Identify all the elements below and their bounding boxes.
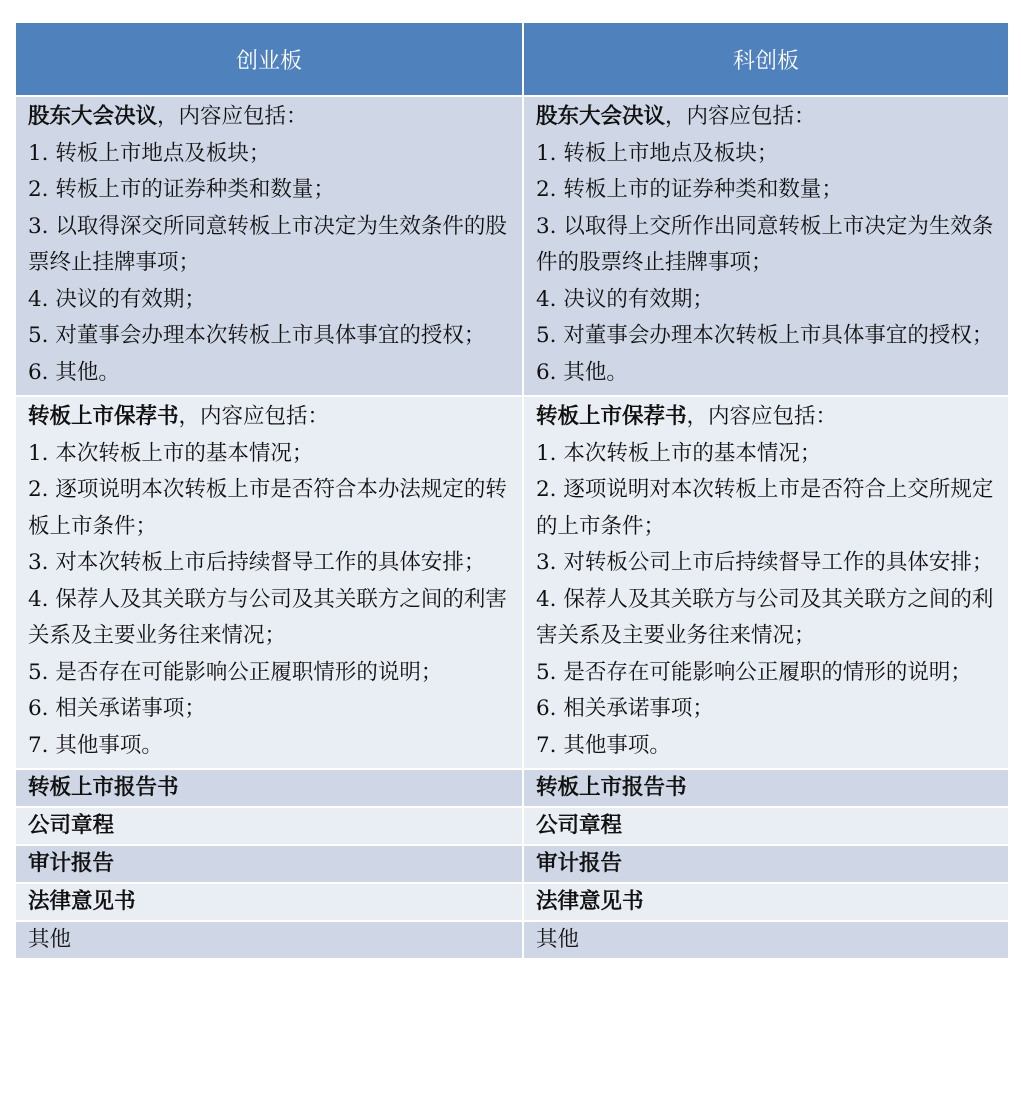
table-cell: 转板上市报告书	[15, 769, 523, 807]
header-star-market: 科创板	[523, 22, 1009, 96]
table-row	[15, 396, 1009, 769]
table-row	[15, 96, 1009, 396]
table-row	[15, 883, 1009, 921]
list-item: 1. 转板上市地点及板块；	[536, 140, 779, 166]
list-item: 2. 逐项说明本次转板上市是否符合本办法规定的转板上市条件；	[28, 477, 507, 539]
table-row	[15, 769, 1009, 807]
item-title: 股东大会决议	[536, 104, 666, 129]
comparison-table	[14, 21, 1010, 960]
table-cell	[523, 96, 1009, 396]
table-cell	[15, 396, 523, 769]
list-item: 3. 以取得上交所作出同意转板上市决定为生效条件的股票终止挂牌事项；	[536, 213, 994, 275]
table-cell: 法律意见书	[15, 883, 523, 921]
table-row	[15, 807, 1009, 845]
list-item: 5. 是否存在可能影响公正履职的情形的说明；	[536, 659, 972, 685]
table-cell: 转板上市报告书	[523, 769, 1009, 807]
list-item: 6. 其他。	[28, 359, 120, 385]
table-cell: 公司章程	[523, 807, 1009, 845]
list-item: 6. 相关承诺事项；	[536, 696, 714, 721]
list-item: 2. 转板上市的证券种类和数量；	[28, 177, 335, 202]
list-item: 2. 逐项说明对本次转板上市是否符合上交所规定的上市条件；	[536, 477, 994, 539]
list-item: 1. 本次转板上市的基本情况；	[536, 440, 822, 466]
item-title: 转板上市保荐书	[28, 404, 179, 429]
table-cell: 审计报告	[15, 845, 523, 883]
item-suffix: ，内容应包括：	[686, 404, 838, 429]
item-suffix: ，内容应包括：	[665, 104, 816, 129]
table-cell: 公司章程	[15, 807, 523, 845]
table-cell: 其他	[523, 921, 1009, 959]
list-item: 5. 对董事会办理本次转板上市具体事宜的授权；	[536, 323, 994, 348]
list-item: 3. 对本次转板上市后持续督导工作的具体安排；	[28, 550, 486, 575]
list-item: 2. 转板上市的证券种类和数量；	[536, 177, 843, 202]
item-suffix: ，内容应包括：	[178, 404, 330, 429]
header-row	[15, 22, 1009, 96]
list-item: 6. 其他。	[536, 359, 628, 385]
table-row	[15, 921, 1009, 959]
table-cell: 审计报告	[523, 845, 1009, 883]
list-item: 3. 以取得深交所同意转板上市决定为生效条件的股票终止挂牌事项；	[28, 213, 507, 275]
list-item: 1. 本次转板上市的基本情况；	[28, 440, 314, 466]
list-item: 3. 对转板公司上市后持续督导工作的具体安排；	[536, 550, 994, 575]
header-chinext: 创业板	[15, 22, 523, 96]
table-cell	[523, 396, 1009, 769]
table-row	[15, 845, 1009, 883]
item-title: 股东大会决议	[28, 104, 158, 129]
list-item: 5. 对董事会办理本次转板上市具体事宜的授权；	[28, 323, 486, 348]
item-suffix: ，内容应包括：	[157, 104, 308, 129]
list-item: 1. 转板上市地点及板块；	[28, 140, 271, 166]
item-title: 转板上市保荐书	[536, 404, 687, 429]
list-item: 4. 保荐人及其关联方与公司及其关联方之间的利害关系及主要业务往来情况；	[28, 586, 507, 648]
list-item: 4. 保荐人及其关联方与公司及其关联方之间的利害关系及主要业务往来情况；	[536, 586, 994, 648]
list-item: 4. 决议的有效期；	[28, 286, 206, 312]
list-item: 4. 决议的有效期；	[536, 286, 714, 312]
list-item: 7. 其他事项。	[28, 732, 163, 758]
list-item: 5. 是否存在可能影响公正履职情形的说明；	[28, 659, 443, 685]
table-cell	[15, 96, 523, 396]
table-cell: 其他	[15, 921, 523, 959]
list-item: 6. 相关承诺事项；	[28, 696, 206, 721]
list-item: 7. 其他事项。	[536, 732, 671, 758]
table-cell: 法律意见书	[523, 883, 1009, 921]
